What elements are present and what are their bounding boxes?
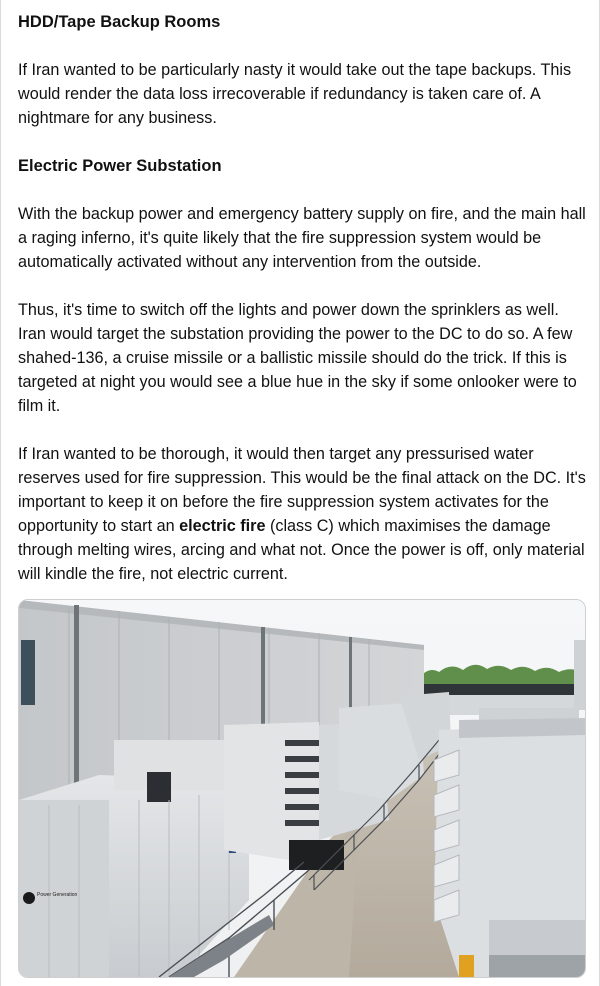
generator-yard-photo xyxy=(18,599,586,978)
article-body xyxy=(18,10,586,586)
heading-electric-power-substation: Electric Power Substation xyxy=(18,157,222,175)
paragraph-pressurised-water xyxy=(18,442,586,586)
paragraph-backup-power-fire: With the backup power and emergency battery supply on fire, and the main hall a raging inferno, it's quite likely that the fire suppression system would be automatically activated without any intervention from the outside. xyxy=(18,205,586,271)
logo-text: Power Generation xyxy=(37,892,78,898)
paragraph-text-before: If Iran wanted to be thorough, it would then target any pressurised water reserves used for fire suppression. This would be the final attack on the DC. It's important to keep it on before the fire suppression system activates for the opportunity to start an xyxy=(18,445,586,535)
bold-electric-fire: electric fire xyxy=(179,517,266,535)
paragraph-text-after: (class C) which maximises the damage through melting wires, arcing and what not. Once the power is off, only material will kindle the fire, not electric current. xyxy=(18,517,585,583)
paragraph-switch-off-lights: Thus, it's time to switch off the lights and power down the sprinklers as well. Iran would target the substation providing the power to the DC to do so. A few shahed-136, a cruise missile or a ballistic missile should do the trick. If this is targeted at night you would see a blue hue in the sky if some onlooker were to film it. xyxy=(18,301,577,415)
paragraph-tape-backups: If Iran wanted to be particularly nasty it would take out the tape backups. This would render the data loss irrecoverable if redundancy is taken care of. A nightmare for any business. xyxy=(18,61,572,127)
heading-hdd-tape-backup-rooms: HDD/Tape Backup Rooms xyxy=(18,13,221,31)
